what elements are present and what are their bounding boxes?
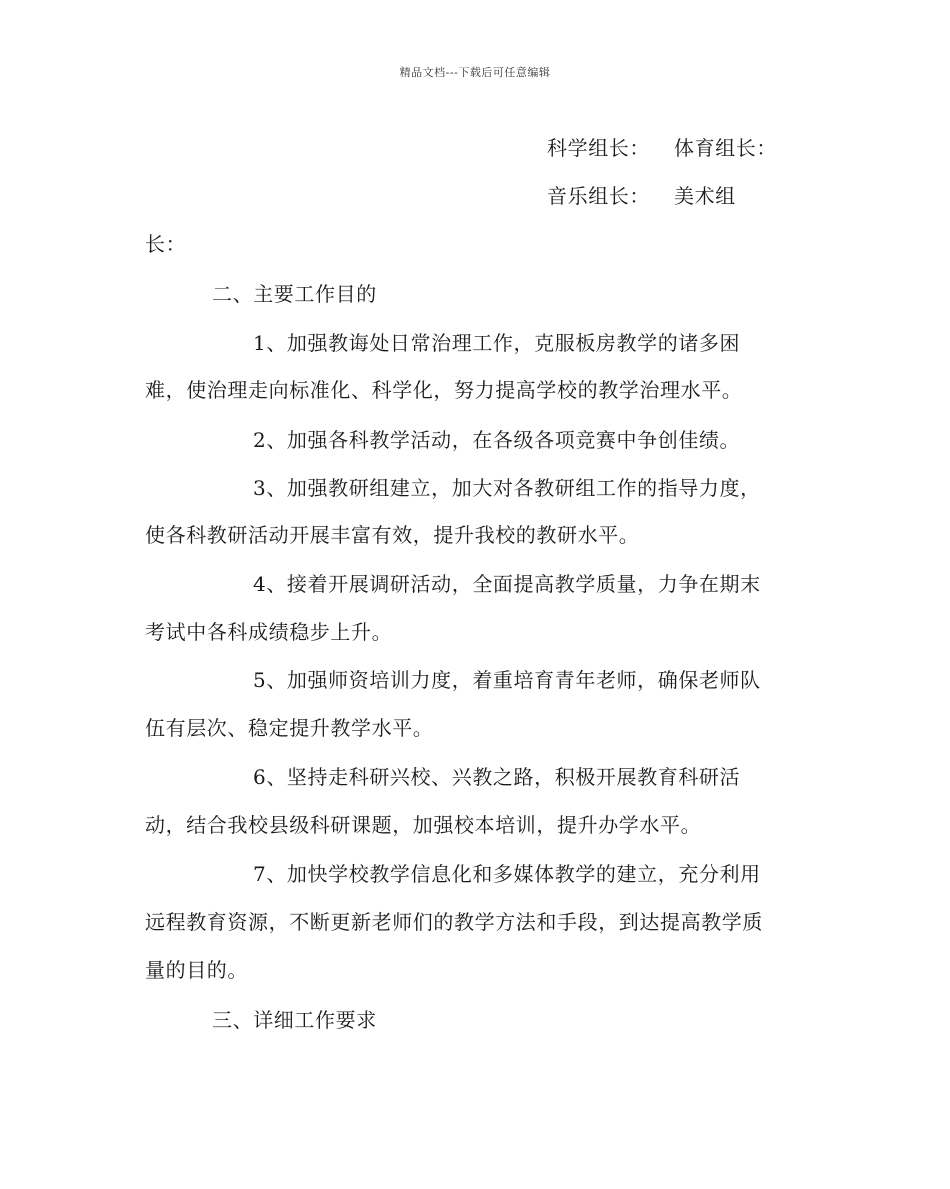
goal-5-line-1: 5、加强师资培训力度，着重培育青年老师，确保老师队 <box>253 668 761 692</box>
goal-1-line-2: 难，使治理走向标准化、科学化，努力提高学校的教学治理水平。 <box>145 378 743 402</box>
art-leader-label: 美术组 <box>674 184 736 208</box>
science-leader-label: 科学组长： <box>547 136 650 160</box>
goal-4-line-1: 4、接着开展调研活动，全面提高教学质量，力争在期末 <box>253 572 761 596</box>
goal-7-line-3: 量的目的。 <box>145 958 248 982</box>
pe-leader-label: 体育组长： <box>674 136 777 160</box>
art-leader-label-cont: 长： <box>145 232 187 256</box>
requirements-heading: 三、详细工作要求 <box>212 1008 377 1032</box>
leaders-row-1 <box>547 134 777 162</box>
goals-heading: 二、主要工作目的 <box>212 282 377 306</box>
goal-3-line-1: 3、加强教研组建立，加大对各教研组工作的指导力度， <box>253 476 761 500</box>
goal-3-line-2: 使各科教研活动开展丰富有效，提升我校的教研水平。 <box>145 523 640 547</box>
page-header: 精品文档---下载后可任意编辑 <box>399 66 551 79</box>
goal-6-line-2: 动，结合我校县级科研课题，加强校本培训，提升办学水平。 <box>145 813 702 837</box>
goal-5-line-2: 伍有层次、稳定提升教学水平。 <box>145 716 434 740</box>
goal-4-line-2: 考试中各科成绩稳步上升。 <box>145 620 393 644</box>
leaders-row-2 <box>547 182 736 210</box>
music-leader-label: 音乐组长： <box>547 184 650 208</box>
goal-6-line-1: 6、坚持走科研兴校、兴教之路，积极开展教育科研活 <box>253 765 741 789</box>
goal-7-line-2: 远程教育资源，不断更新老师们的教学方法和手段，到达提高教学质 <box>145 910 763 934</box>
goal-7-line-1: 7、加快学校教学信息化和多媒体教学的建立，充分利用 <box>253 862 761 886</box>
goal-2: 2、加强各科教学活动，在各级各项竞赛中争创佳绩。 <box>253 428 741 452</box>
goal-1-line-1: 1、加强教诲处日常治理工作，克服板房教学的诸多困 <box>253 331 741 355</box>
